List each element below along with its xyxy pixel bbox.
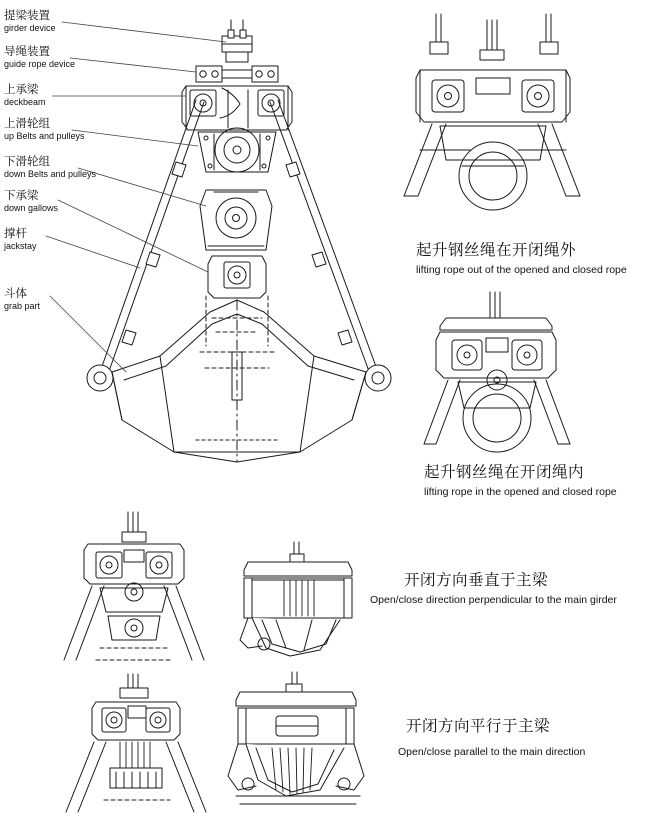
callout-grab-part <box>4 288 40 311</box>
caption-rope-inside-en: lifting rope in the opened and closed rope <box>424 486 617 498</box>
view-perpendicular-mid <box>240 542 352 656</box>
callout-guide-rope-device <box>4 46 75 69</box>
callout-down-gallows-en: down gallows <box>4 202 59 213</box>
caption-rope-outside-cn: 起升钢丝绳在开闭绳外 <box>416 242 577 259</box>
callout-grab-part-cn: 斗体 <box>4 288 27 300</box>
caption-perpendicular-cn: 开闭方向垂直于主梁 <box>404 572 549 589</box>
callout-girder-device <box>4 10 56 33</box>
callout-up-pulleys-cn: 上滑轮组 <box>4 118 50 130</box>
leader-lines <box>46 22 226 372</box>
callout-jackstay <box>4 228 37 251</box>
view-rope-inside <box>424 292 570 452</box>
callout-down-pulleys-cn: 下滑轮组 <box>4 156 50 168</box>
caption-rope-outside-en: lifting rope out of the opened and closed rope <box>416 264 627 276</box>
callout-deckbeam-cn: 上承梁 <box>4 84 39 96</box>
callout-deckbeam-en: deckbeam <box>4 96 46 107</box>
callout-guide-rope-device-cn: 导绳装置 <box>4 46 50 58</box>
caption-rope-inside <box>424 460 650 498</box>
callout-jackstay-cn: 撑杆 <box>4 228 27 240</box>
callout-down-gallows <box>4 190 58 213</box>
view-rope-outside <box>404 14 580 210</box>
caption-perpendicular-en: Open/close direction perpendicular to the main girder <box>370 594 617 606</box>
view-parallel-left <box>66 674 206 812</box>
callout-down-gallows-cn: 下承梁 <box>4 190 39 202</box>
caption-rope-inside-cn: 起升钢丝绳在开闭绳内 <box>424 464 585 481</box>
main-grab-front-view <box>87 20 391 462</box>
caption-parallel-en: Open/close parallel to the main direction <box>398 746 586 758</box>
callout-jackstay-en: jackstay <box>4 240 37 251</box>
callout-down-pulleys <box>4 156 96 179</box>
caption-parallel-cn: 开闭方向平行于主梁 <box>406 718 551 735</box>
caption-rope-outside <box>416 238 648 276</box>
callout-grab-part-en: grab part <box>4 300 41 311</box>
callout-down-pulleys-en: down Belts and pulleys <box>4 168 97 179</box>
callout-up-pulleys-en: up Belts and pulleys <box>4 130 85 141</box>
callout-girder-device-cn: 提梁装置 <box>4 10 50 22</box>
view-parallel-mid <box>228 672 364 804</box>
callout-deckbeam <box>4 84 46 107</box>
callout-guide-rope-device-en2: guide rope device <box>4 58 76 69</box>
caption-parallel <box>398 714 650 758</box>
caption-perpendicular <box>370 568 650 606</box>
view-perpendicular-left <box>64 512 204 660</box>
callout-up-pulleys <box>4 118 85 141</box>
callout-girder-device-en: girder device <box>4 22 56 33</box>
